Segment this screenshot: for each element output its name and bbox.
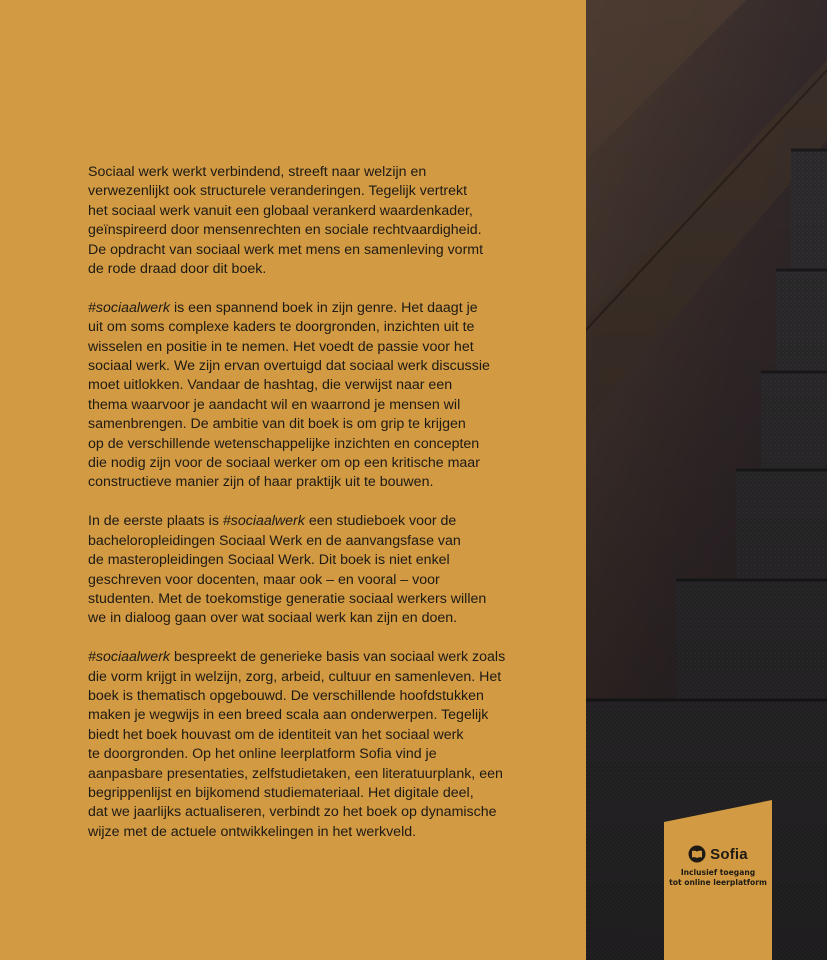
badge-content: [664, 845, 772, 888]
text-line: een studieboek voor de: [304, 513, 457, 530]
text-line: de rode draad door dit boek.: [88, 261, 267, 278]
paragraph-4: [88, 648, 568, 842]
text-line: aanpasbare presentaties, zelfstudietaken, een literatuurplank, een: [88, 765, 503, 782]
text-line: het sociaal werk vanuit een globaal verankerd waardenkader,: [88, 202, 473, 219]
caption-line: tot online leerplatform: [669, 878, 767, 887]
caption-line: Inclusief toegang: [680, 868, 756, 877]
text-line: samenbrengen. De ambitie van dit boek is om grip te krijgen: [88, 416, 466, 433]
text-line: bacheloropleidingen Sociaal Werk en de aanvangsfase van: [88, 532, 461, 549]
sofia-badge: [664, 0, 772, 960]
text-line: In de eerste plaats is: [88, 513, 223, 530]
sofia-logo-text: Sofia: [710, 845, 748, 863]
blurb-text: [88, 163, 568, 862]
sofia-logo: [664, 845, 772, 863]
text-line: op de verschillende wetenschappelijke inzichten en concepten: [88, 435, 480, 452]
text-line: Sociaal werk werkt verbindend, streeft naar welzijn en: [88, 164, 427, 180]
text-line: boek is thematisch opgebouwd. De verschillende hoofdstukken: [88, 687, 484, 704]
text-line: verwezenlijkt ook structurele veranderingen. Tegelijk vertrekt: [88, 183, 468, 200]
text-line: bespreekt de generieke basis van sociaal werk zoals: [170, 649, 506, 666]
hashtag-emphasis: #sociaalwerk: [222, 513, 305, 530]
paragraph-1: [88, 163, 568, 279]
open-book-icon: [688, 845, 706, 863]
text-line: geïnspireerd door mensenrechten en sociale rechtvaardigheid.: [88, 222, 482, 239]
text-line: thema waarvoor je aandacht wil en waarrond je mensen wil: [88, 396, 461, 413]
text-line: dat we jaarlijks actualiseren, verbindt zo het boek op dynamische: [88, 804, 497, 821]
hashtag-emphasis: #sociaalwerk: [88, 649, 171, 666]
text-line: we in dialoog gaan over wat sociaal werk kan zijn en doen.: [88, 610, 458, 627]
paragraph-2: [88, 299, 568, 493]
text-line: maken je wegwijs in een breed scala aan onderwerpen. Tegelijk: [88, 707, 489, 724]
badge-caption: [664, 868, 772, 888]
text-line: studenten. Met de toekomstige generatie sociaal werkers willen: [88, 590, 487, 607]
text-line: uit om soms complexe kaders te doorgronden, inzichten uit te: [88, 319, 475, 336]
text-line: biedt het boek houvast om de identiteit van het sociaal werk: [88, 726, 464, 743]
text-line: te doorgronden. Op het online leerplatform Sofia vind je: [88, 746, 437, 763]
text-line: de masteropleidingen Sociaal Werk. Dit boek is niet enkel: [88, 552, 450, 569]
text-line: die vorm krijgt in welzijn, zorg, arbeid, cultuur en samenleven. Het: [88, 668, 502, 685]
text-line: die nodig zijn voor de sociaal werker om op een kritische maar: [88, 455, 480, 472]
text-line: wisselen en positie in te nemen. Het voedt de passie voor het: [88, 338, 474, 355]
hashtag-emphasis: #sociaalwerk: [88, 299, 171, 316]
text-line: is een spannend boek in zijn genre. Het daagt je: [170, 299, 478, 316]
text-line: moet uitlokken. Vandaar de hashtag, die verwijst naar een: [88, 377, 453, 394]
text-line: sociaal werk. We zijn ervan overtuigd dat sociaal werk discussie: [88, 358, 490, 375]
text-line: begrippenlijst en bijkomend studiemateriaal. Het digitale deel,: [88, 784, 474, 801]
paragraph-3: [88, 512, 568, 628]
text-line: constructieve manier zijn of haar praktijk uit te bouwen.: [88, 474, 434, 491]
text-line: De opdracht van sociaal werk met mens en samenleving vormt: [88, 241, 484, 258]
text-line: geschreven voor docenten, maar ook – en vooral – voor: [88, 571, 440, 588]
text-line: wijze met de actuele ontwikkelingen in het werkveld.: [88, 823, 417, 840]
